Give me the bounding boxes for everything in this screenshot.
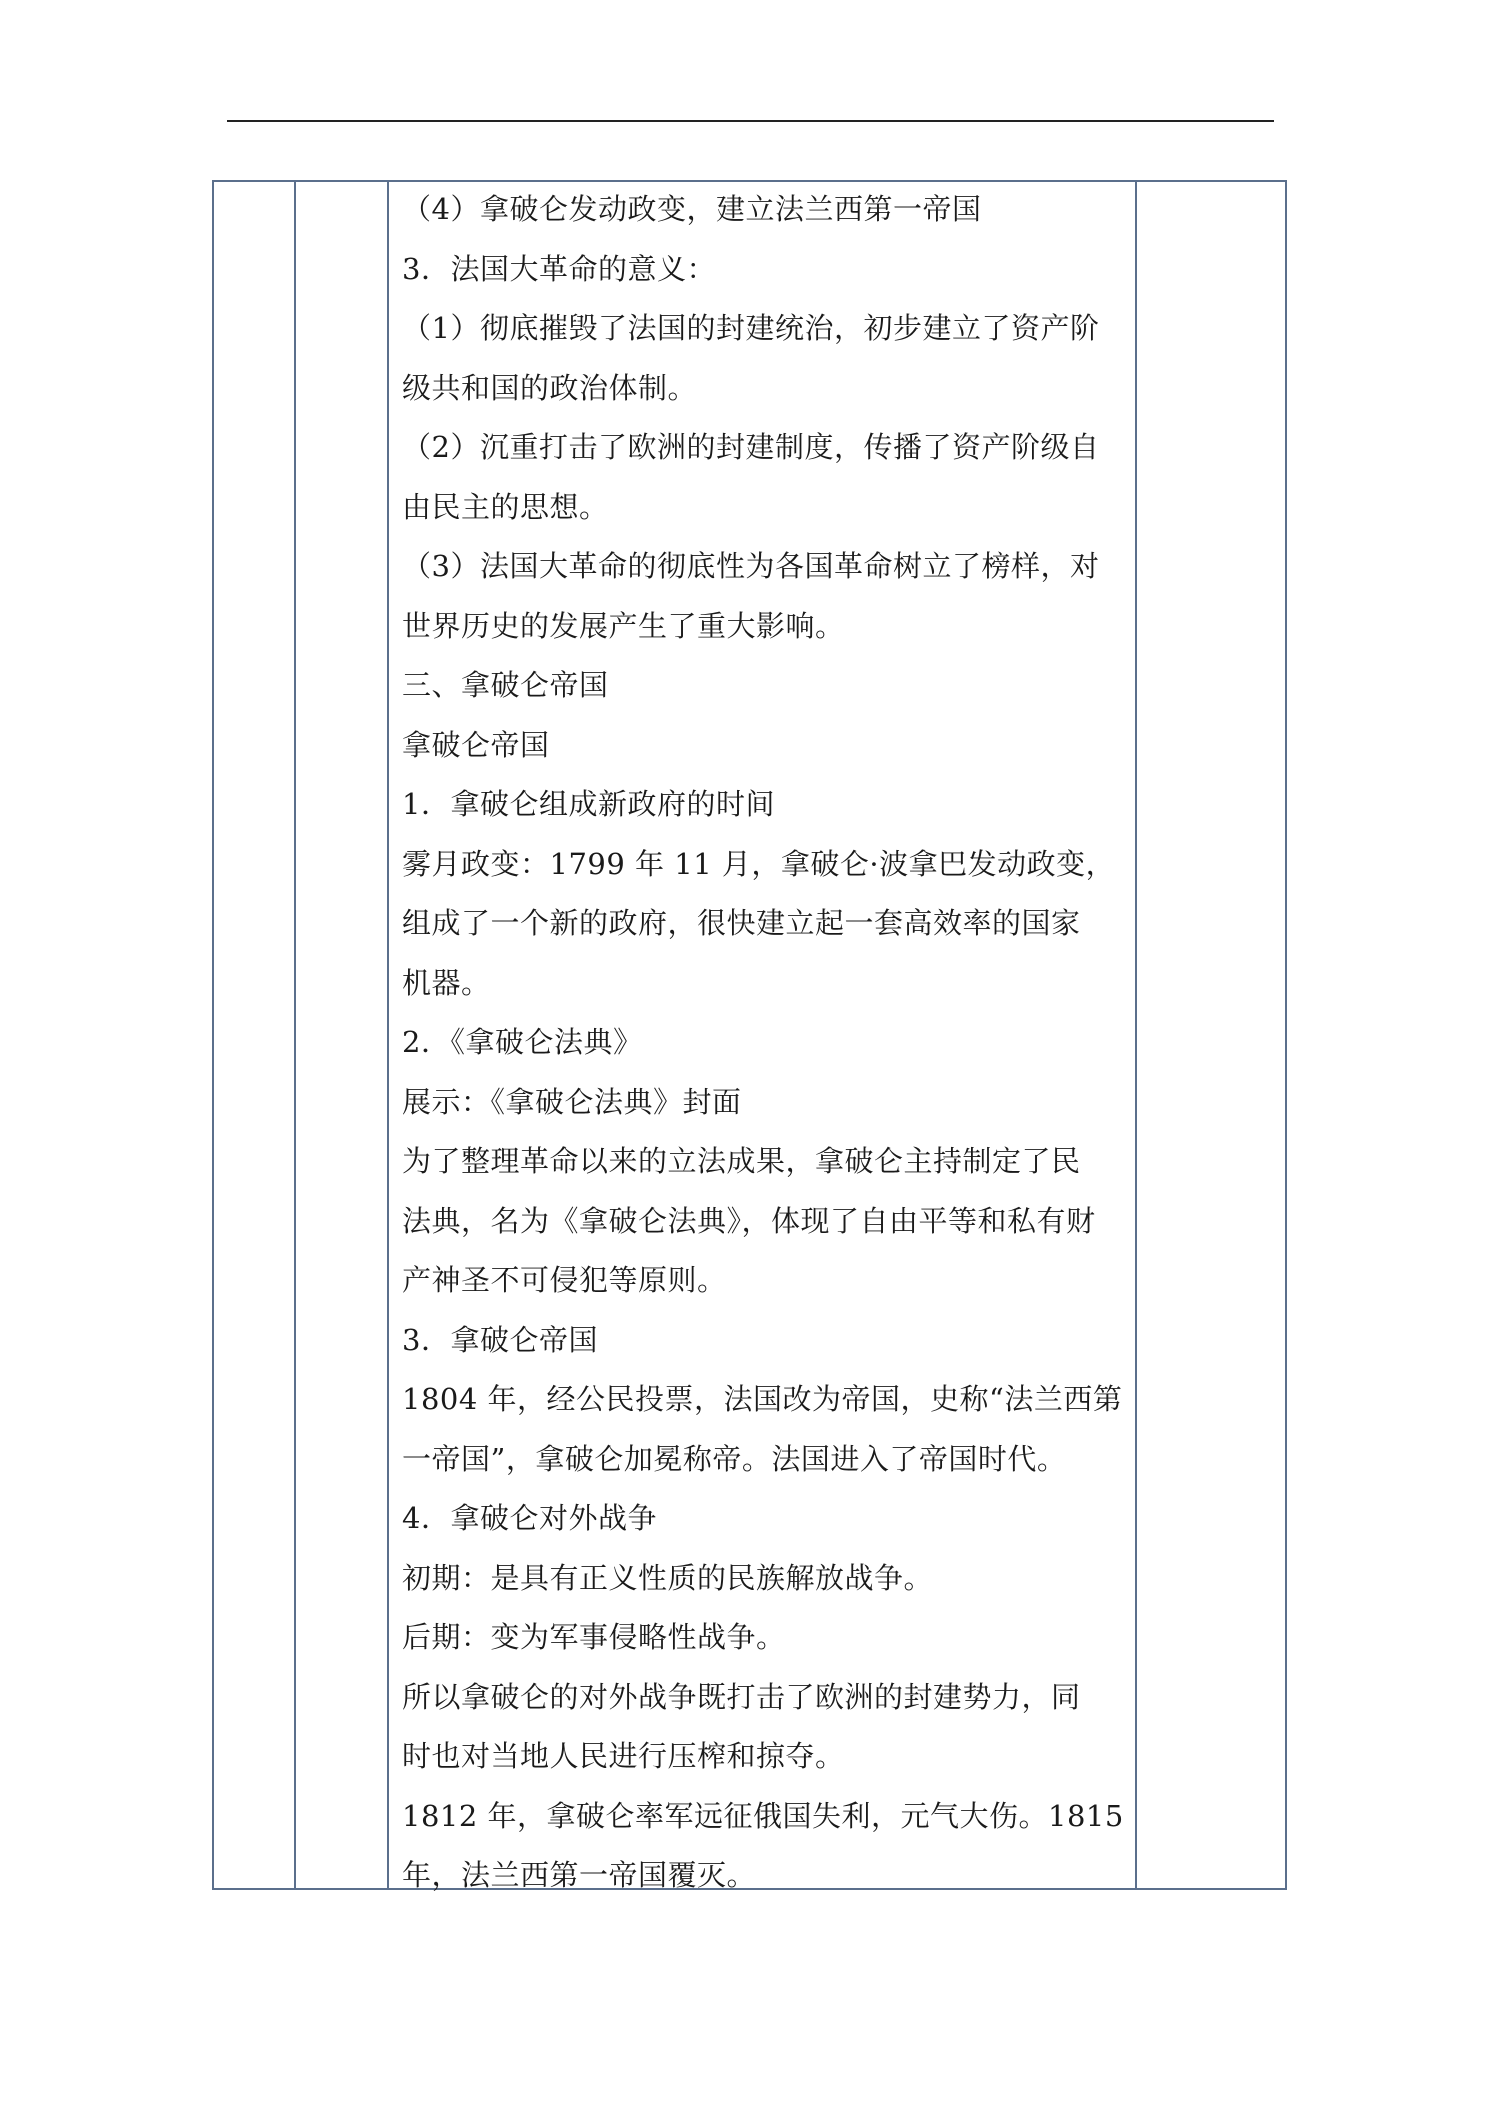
text-line: 1812 年，拿破仑率军远征俄国失利，元气大伤。1815: [402, 1798, 1124, 1833]
text-line: 3．拿破仑帝国: [402, 1322, 598, 1357]
text-line: 产神圣不可侵犯等原则。: [402, 1263, 727, 1297]
text-line: 由民主的思想。: [402, 489, 609, 524]
text-line: （2）沉重打击了欧洲的封建制度，传播了资产阶级自: [402, 430, 1100, 464]
text-line: 组成了一个新的政府，很快建立起一套高效率的国家: [402, 906, 1081, 940]
text-line: 4．拿破仑对外战争: [402, 1501, 657, 1535]
text-line: 时也对当地人民进行压榨和掠夺。: [402, 1739, 845, 1773]
text-line: 拿破仑帝国: [402, 727, 550, 762]
text-line: 1804 年，经公民投票，法国改为帝国，史称“法兰西第: [402, 1382, 1123, 1416]
text-line: 雾月政变：1799 年 11 月，拿破仑·波拿巴发动政变，: [402, 846, 1116, 881]
lesson-content-cell: [402, 180, 1130, 1906]
text-line: 3．法国大革命的意义：: [402, 251, 716, 286]
header-rule: [227, 120, 1274, 122]
section-heading: 三、拿破仑帝国: [402, 668, 609, 702]
text-line: （3）法国大革命的彻底性为各国革命树立了榜样，对: [402, 549, 1100, 583]
text-line: （1）彻底摧毁了法国的封建统治，初步建立了资产阶: [402, 311, 1100, 345]
column-divider-3: [1135, 182, 1137, 1888]
text-line: 1．拿破仑组成新政府的时间: [402, 787, 775, 821]
text-line: （4）拿破仑发动政变，建立法兰西第一帝国: [402, 192, 982, 226]
text-line: 所以拿破仑的对外战争既打击了欧洲的封建势力，同: [402, 1679, 1081, 1714]
text-line: 初期：是具有正义性质的民族解放战争。: [402, 1560, 934, 1595]
text-line: 机器。: [402, 965, 491, 1000]
text-line: 展示：《拿破仑法典》封面: [402, 1084, 742, 1119]
column-divider-2: [387, 182, 389, 1888]
text-line: 为了整理革命以来的立法成果，拿破仑主持制定了民: [402, 1144, 1081, 1178]
text-line: 世界历史的发展产生了重大影响。: [402, 608, 845, 643]
column-divider-1: [294, 182, 296, 1888]
text-line: 后期：变为军事侵略性战争。: [402, 1620, 786, 1654]
text-line: 年，法兰西第一帝国覆灭。: [402, 1858, 757, 1892]
text-line: 级共和国的政治体制。: [402, 370, 698, 405]
text-line: 一帝国”，拿破仑加冕称帝。法国进入了帝国时代。: [402, 1441, 1067, 1476]
text-line: 法典，名为《拿破仑法典》，体现了自由平等和私有财: [402, 1203, 1096, 1238]
text-line: 2．《拿破仑法典》: [402, 1025, 643, 1059]
